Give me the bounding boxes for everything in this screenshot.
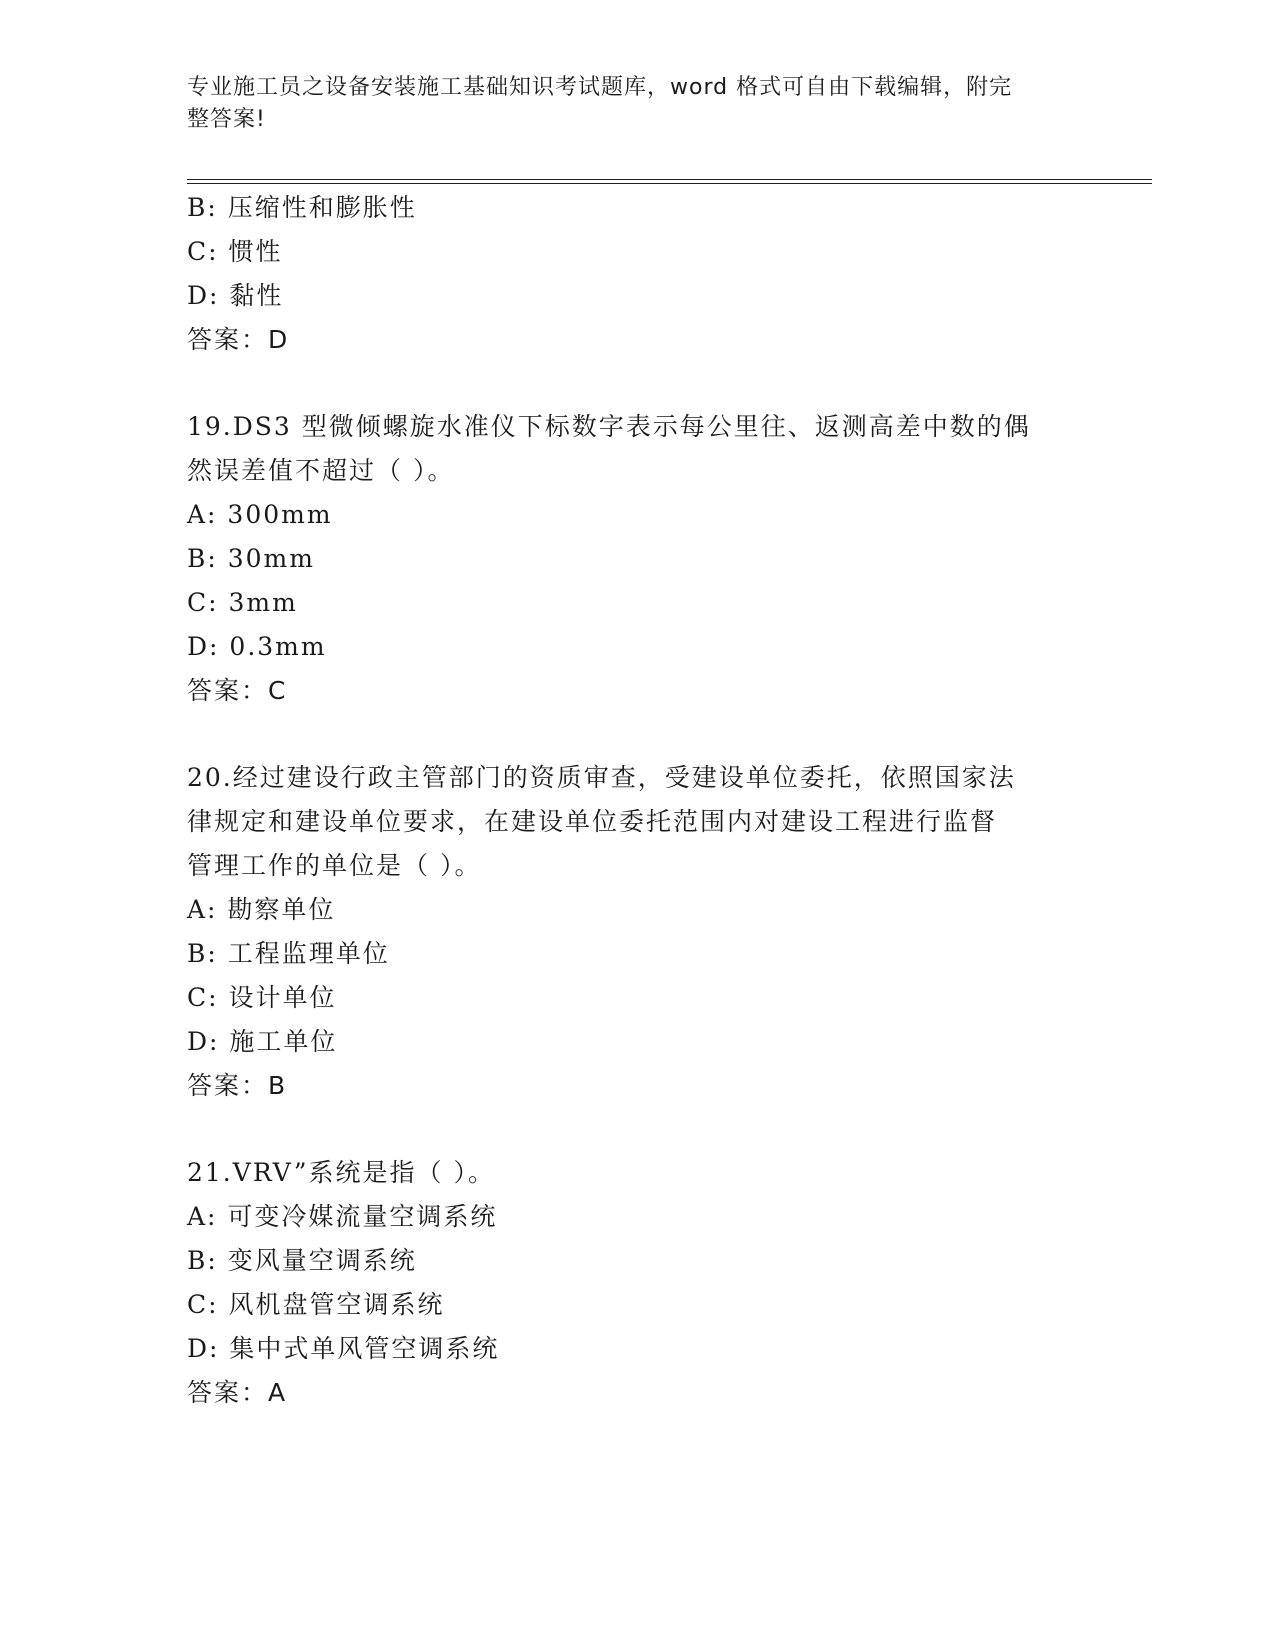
q20-option-b: B: 工程监理单位	[187, 939, 390, 968]
q19-stem-line-2: 然误差值不超过（ ）。	[187, 456, 455, 485]
q20-stem-line-3: 管理工作的单位是（ ）。	[187, 851, 482, 880]
q18-option-b: B: 压缩性和膨胀性	[187, 193, 417, 222]
q18-option-d: D: 黏性	[187, 281, 284, 310]
q21-option-c: C: 风机盘管空调系统	[187, 1290, 445, 1319]
q19-option-a: A: 300mm	[187, 500, 333, 529]
q19-option-d: D: 0.3mm	[187, 632, 327, 661]
q20-stem-line-1: 20.经过建设行政主管部门的资质审查，受建设单位委托，依照国家法	[187, 763, 1016, 792]
q20-answer: 答案：B	[187, 1071, 288, 1100]
header-title-line-1: 专业施工员之设备安装施工基础知识考试题库，word 格式可自由下载编辑，附完	[187, 75, 1013, 100]
q21-answer: 答案：A	[187, 1378, 288, 1407]
header-divider-bottom	[187, 183, 1152, 184]
header-divider-top	[187, 179, 1152, 180]
q19-stem-line-1: 19.DS3 型微倾螺旋水准仪下标数字表示每公里往、返测高差中数的偶	[187, 412, 1031, 441]
q20-stem-line-2: 律规定和建设单位要求，在建设单位委托范围内对建设工程进行监督	[187, 807, 998, 836]
q19-option-b: B: 30mm	[187, 544, 315, 573]
q21-stem-line-1: 21.VRV”系统是指（ ）。	[187, 1158, 495, 1187]
q19-option-c: C: 3mm	[187, 588, 298, 617]
header-title-line-2: 整答案!	[187, 107, 266, 132]
q20-option-c: C: 设计单位	[187, 983, 337, 1012]
q19-answer: 答案：C	[187, 676, 288, 705]
q20-option-d: D: 施工单位	[187, 1027, 338, 1056]
q20-option-a: A: 勘察单位	[187, 895, 336, 924]
q18-option-c: C: 惯性	[187, 237, 283, 266]
document-header	[187, 72, 1067, 136]
q18-answer: 答案：D	[187, 325, 290, 354]
q21-option-d: D: 集中式单风管空调系统	[187, 1334, 500, 1363]
q21-option-b: B: 变风量空调系统	[187, 1246, 417, 1275]
q21-option-a: A: 可变冷媒流量空调系统	[187, 1202, 498, 1231]
